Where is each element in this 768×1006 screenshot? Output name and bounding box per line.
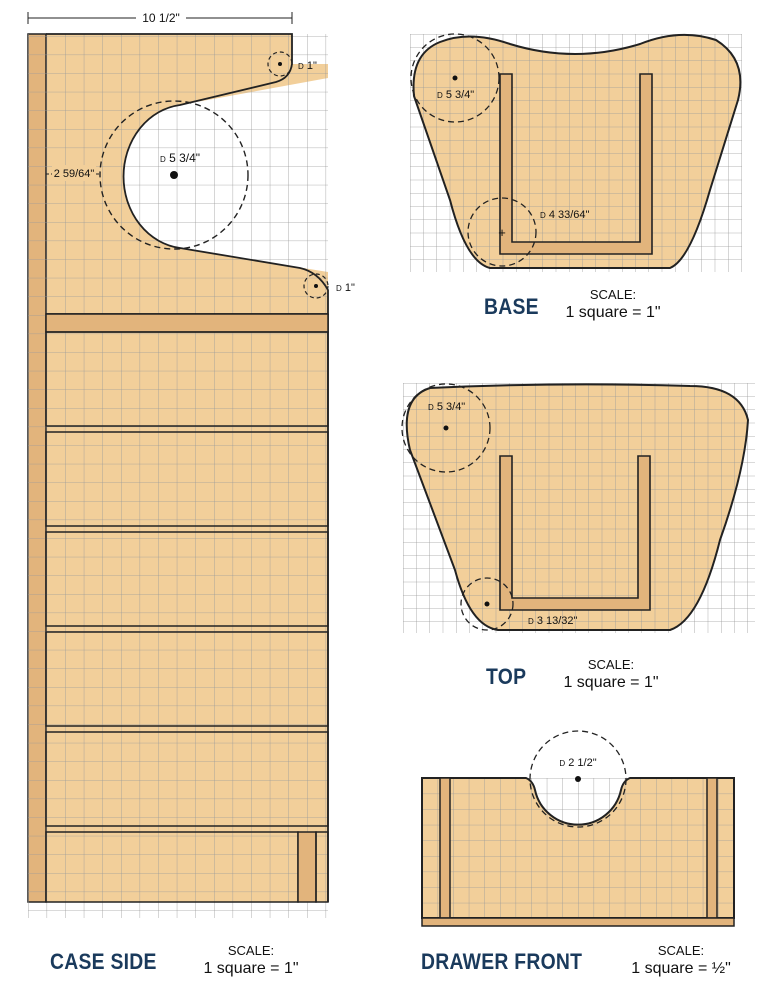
drawer-front-title: DRAWER FRONT [421, 949, 583, 974]
case-side-bottom-strip [298, 832, 316, 902]
case-side-title: CASE SIDE [50, 949, 157, 974]
top-scale-label: SCALE: [587, 657, 635, 672]
base-corner-arc-label: D 5 3/4" [437, 89, 475, 101]
base-corner-arc-center [453, 76, 458, 81]
case-side-dado-1 [46, 314, 328, 332]
case-side-hole-large-label: D 5 3/4" [159, 151, 201, 165]
case-side-dim-width: 10 1/2" [142, 11, 180, 25]
drawer-front-bottom-strip [422, 918, 734, 926]
drawer-front-grid [422, 778, 734, 926]
base-drawing [410, 34, 742, 272]
base-scale-label: SCALE: [589, 287, 637, 302]
drawer-front-scale-value: 1 square = ½" [631, 960, 731, 977]
drawer-front-cutout-center [575, 776, 581, 782]
base-inner-arc-center: + [498, 225, 506, 240]
case-side-scale [186, 943, 316, 979]
drawer-front-cutout-label: D 2 1/2" [559, 757, 597, 769]
case-side-hole-small-bottom-label: D 1" [336, 282, 355, 294]
top-title: TOP [486, 664, 527, 689]
drawer-front-right-groove [707, 778, 717, 918]
base-scale [548, 287, 678, 323]
case-side-dim-offset: 2 59/64" [53, 168, 95, 180]
base-scale-value: 1 square = 1" [565, 304, 661, 321]
top-drawing [402, 383, 755, 633]
case-side-scale-value: 1 square = 1" [203, 960, 299, 977]
case-side-scale-label: SCALE: [227, 943, 275, 958]
case-side-small-hole-top-center [278, 62, 282, 66]
case-side-small-hole-bottom-center [314, 284, 318, 288]
base-grid [410, 34, 742, 272]
top-corner-arc-center [444, 426, 449, 431]
top-corner-arc-label: D 5 3/4" [428, 401, 466, 413]
top-scale [546, 657, 676, 693]
drawer-front-scale [616, 943, 746, 979]
case-side-large-hole-center [170, 171, 178, 179]
case-side-drawing [28, 10, 355, 918]
drawer-front-drawing [422, 731, 734, 926]
drawer-front-scale-label: SCALE: [657, 943, 705, 958]
top-scale-value: 1 square = 1" [563, 674, 659, 691]
top-inner-arc-label: D 3 13/32" [528, 615, 578, 627]
case-side-hole-small-top-label: D 1" [298, 60, 317, 72]
drawer-front-left-groove [440, 778, 450, 918]
base-inner-arc-label: D 4 33/64" [540, 209, 590, 221]
base-title: BASE [484, 294, 539, 319]
top-inner-arc-center [485, 602, 490, 607]
